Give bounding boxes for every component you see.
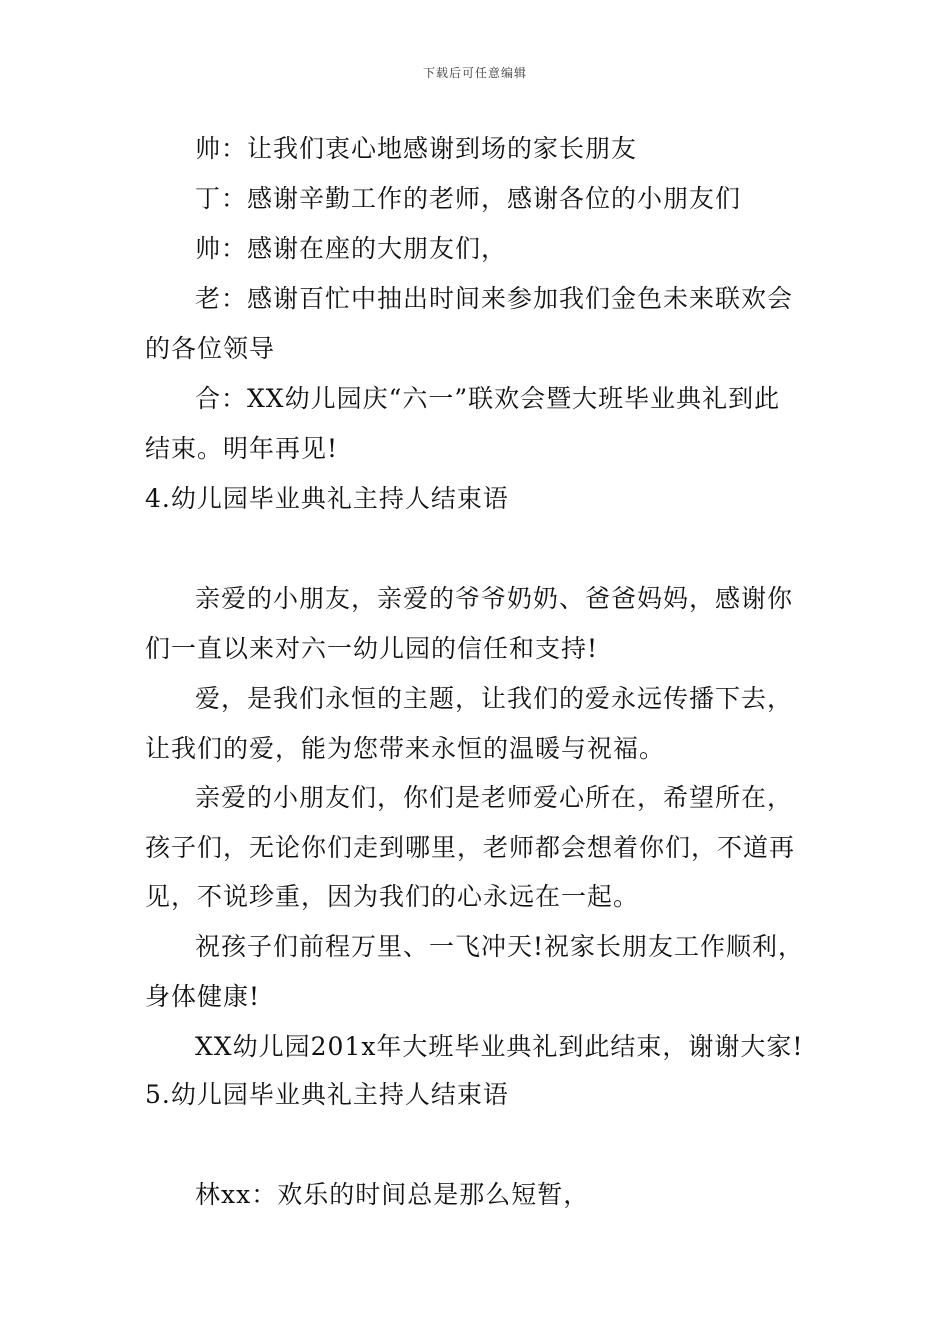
paragraph-line: 的各位领导 [145,334,276,363]
paragraph-line: 帅：让我们衷心地感谢到场的家长朋友 [195,134,638,163]
paragraph-line: 合：XX幼儿园庆“六一”联欢会暨大班毕业典礼到此 [195,384,781,413]
paragraph-line: 老：感谢百忙中抽出时间来参加我们金色未来联欢会 [195,284,794,313]
paragraph-line: 见，不说珍重，因为我们的心永远在一起。 [145,882,640,911]
paragraph-line: 身体健康! [145,982,261,1011]
paragraph-line: 爱，是我们永恒的主题，让我们的爱永远传播下去， [195,684,794,713]
paragraph-line: 结束。明年再见! [145,434,339,463]
paragraph-line: 让我们的爱，能为您带来永恒的温暖与祝福。 [145,734,666,763]
paragraph-line: 祝孩子们前程万里、一飞冲天!祝家长朋友工作顺利， [195,932,805,961]
paragraph-line: 帅：感谢在座的大朋友们， [195,234,508,263]
section-heading: 4.幼儿园毕业典礼主持人结束语 [145,484,509,513]
paragraph-line: 林xx：欢乐的时间总是那么短暂， [195,1180,590,1209]
paragraph-line: 们一直以来对六一幼儿园的信任和支持! [145,634,599,663]
section-heading: 5.幼儿园毕业典礼主持人结束语 [145,1080,509,1109]
paragraph-line: 亲爱的小朋友，亲爱的爷爷奶奶、爸爸妈妈，感谢你 [195,584,794,613]
paragraph-line: 亲爱的小朋友们，你们是老师爱心所在，希望所在， [195,783,794,812]
paragraph-line: XX幼儿园201x年大班毕业典礼到此结束，谢谢大家! [195,1032,804,1061]
paragraph-line: 孩子们，无论你们走到哪里，老师都会想着你们，不道再 [145,833,796,862]
page-header: 下载后可任意编辑 [422,66,527,80]
paragraph-line: 丁：感谢辛勤工作的老师，感谢各位的小朋友们 [195,184,742,213]
